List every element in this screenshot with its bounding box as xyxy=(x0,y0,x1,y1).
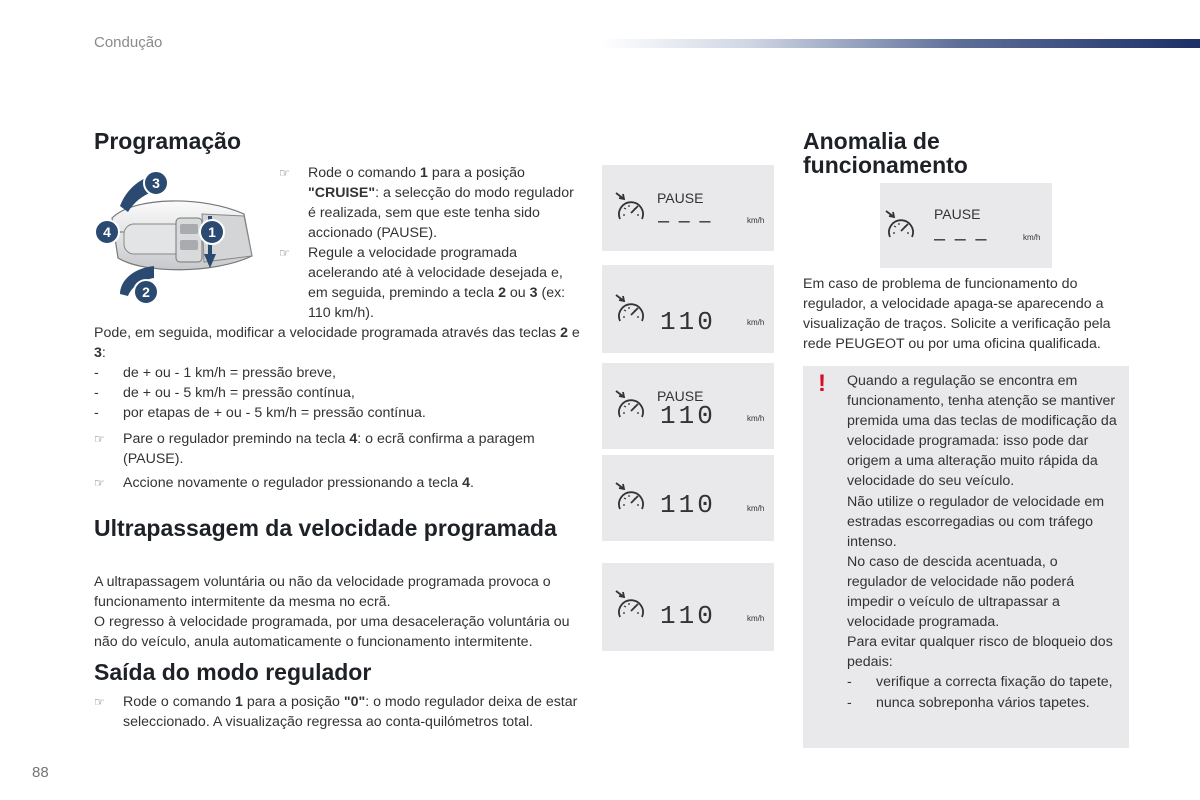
exclamation-icon: ! xyxy=(818,370,826,397)
display-speed-110-flash xyxy=(602,455,774,541)
display-unit: km/h xyxy=(1023,233,1041,242)
overtake-paragraph-2: O regresso à velocidade programada, por uma desaceleração voluntária ou não do veículo, anula automaticamente o funcionamento intermitente. xyxy=(94,614,570,650)
display-unit: km/h xyxy=(747,318,765,327)
display-pause-110 xyxy=(602,363,774,449)
warning-box xyxy=(803,366,1129,748)
display-speed-110 xyxy=(602,265,774,353)
display-speed: 110 xyxy=(660,601,716,631)
display-speed: 110 xyxy=(660,490,716,520)
speedometer-icon xyxy=(616,295,643,321)
badge-3-icon xyxy=(144,171,168,195)
pointing-hand-icon: ☞ xyxy=(94,476,105,490)
speedometer-icon xyxy=(616,591,643,617)
warning-paragraph-1: Quando a regulação se encontra em funcionamento, tenha atenção se mantiver premida uma das teclas de modificação da velocidade programada: isso pode dar origem a uma alteração muito rápida da velocidade do seu veículo. xyxy=(847,373,1117,490)
overtake-text xyxy=(94,572,584,652)
display-unit: km/h xyxy=(747,504,765,513)
speedometer-icon xyxy=(616,193,643,219)
step-restart: ☞ Accione novamente o regulador pressionando a tecla 4. xyxy=(94,475,474,491)
badge-2-label: 2 xyxy=(142,284,150,300)
display-pause-dashes xyxy=(602,165,774,251)
exit-text xyxy=(94,692,584,732)
speedometer-icon xyxy=(616,391,643,417)
overtake-title: Ultrapassagem da velocidade programada xyxy=(94,515,557,541)
modify-option-3: - por etapas de + ou - 5 km/h = pressão contínua. xyxy=(94,405,426,421)
step-set-speed: ☞ Regule a velocidade programada acelerando até à velocidade desejada e, em seguida, premindo a tecla 2 ou 3 (ex: 110 km/h). xyxy=(279,245,566,321)
display-speed: – – – xyxy=(658,210,713,232)
anomaly-title: Anomalia de funcionamento xyxy=(803,128,968,178)
display-pause-label: PAUSE xyxy=(657,388,704,404)
warning-paragraph-3: No caso de descida acentuada, o regulador de velocidade não poderá impedir o veículo de ultrapassar a velocidade programada. xyxy=(847,553,1075,631)
display-anomaly-dashes xyxy=(880,183,1052,268)
pointing-hand-icon: ☞ xyxy=(94,695,105,709)
speedometer-icon xyxy=(616,483,643,509)
page-number: 88 xyxy=(32,764,49,781)
overtake-paragraph-1: A ultrapassagem voluntária ou não da velocidade programada provoca o funcionamento intermitente da mesma no ecrã. xyxy=(94,574,551,610)
programming-modify xyxy=(94,323,584,493)
modify-option-1: - de + ou - 1 km/h = pressão breve, xyxy=(94,365,336,381)
header-section-title: Condução xyxy=(94,34,163,51)
warning-item-1: - verifique a correcta fixação do tapete, xyxy=(847,674,1113,691)
badge-4-label: 4 xyxy=(103,224,111,240)
exit-step: ☞ Rode o comando 1 para a posição "0": o modo regulador deixa de estar seleccionado. A visualização regressa ao conta-quilómetros total. xyxy=(94,694,578,730)
programming-steps xyxy=(279,163,579,323)
cruise-control-stalk-illustration xyxy=(94,166,270,316)
display-speed-110-restored xyxy=(602,563,774,651)
pointing-hand-icon: ☞ xyxy=(279,246,290,260)
display-unit: km/h xyxy=(747,216,765,225)
display-speed: – – – xyxy=(934,228,989,250)
display-unit: km/h xyxy=(747,614,765,623)
warning-paragraph-4: Para evitar qualquer risco de bloqueio dos pedais: xyxy=(847,634,1113,671)
modify-option-2: - de + ou - 5 km/h = pressão contínua, xyxy=(94,385,355,401)
programming-title: Programação xyxy=(94,128,242,154)
modify-intro: Pode, em seguida, modificar a velocidade programada através das teclas 2 e 3: xyxy=(94,325,580,361)
display-speed: 110 xyxy=(660,307,716,337)
warning-item-2: - nunca sobreponha vários tapetes. xyxy=(847,694,1090,711)
header-bar xyxy=(600,39,1200,48)
badge-4-icon xyxy=(95,220,119,244)
pointing-hand-icon: ☞ xyxy=(279,166,290,180)
badge-2-icon xyxy=(134,280,158,304)
step-select-cruise: ☞ Rode o comando 1 para a posição "CRUISE": a selecção do modo regulador é realizada, sem que este tenha sido accionado (PAUSE). xyxy=(279,165,574,241)
badge-3-label: 3 xyxy=(152,175,160,191)
speedometer-icon xyxy=(886,211,913,237)
display-pause-label: PAUSE xyxy=(934,206,981,222)
anomaly-text: Em caso de problema de funcionamento do regulador, a velocidade apaga-se aparecendo a visualização de traços. Solicite a verificação pela rede PEUGEOT ou por uma oficina qualificada. xyxy=(803,276,1111,352)
display-speed: 110 xyxy=(660,401,716,431)
display-unit: km/h xyxy=(747,414,765,423)
exit-title: Saída do modo regulador xyxy=(94,659,372,685)
warning-paragraph-2: Não utilize o regulador de velocidade em estradas escorregadias ou com tráfego intenso. xyxy=(847,493,1105,550)
display-pause-label: PAUSE xyxy=(657,190,704,206)
badge-1-label: 1 xyxy=(208,224,216,240)
step-stop: ☞ Pare o regulador premindo na tecla 4: o ecrã confirma a paragem (PAUSE). xyxy=(94,431,535,467)
badge-1-icon xyxy=(200,220,224,244)
pointing-hand-icon: ☞ xyxy=(94,432,105,446)
